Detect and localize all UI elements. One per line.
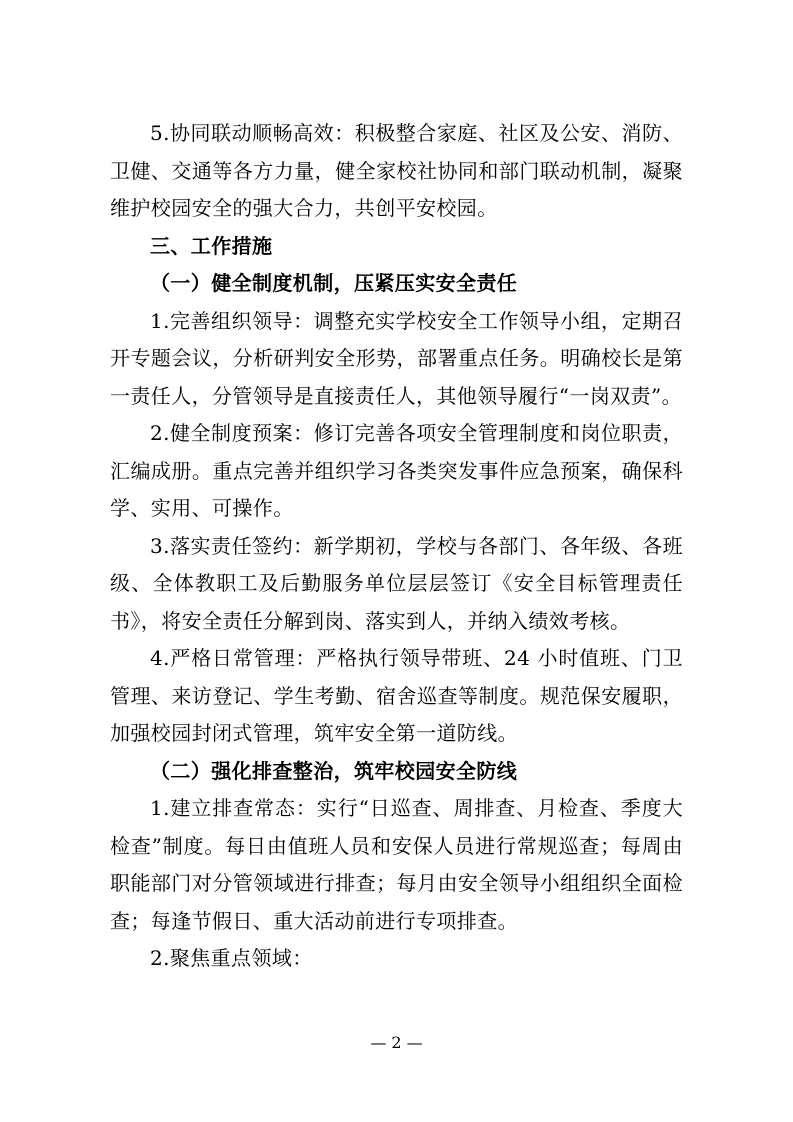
paragraph-system-plans: 2.健全制度预案：修订完善各项安全管理制度和岗位职责，汇编成册。重点完善并组织学习各类突发事件应急预案，确保科学、实用、可操作。 xyxy=(110,421,683,520)
paragraph-key-areas: 2.聚焦重点领域： xyxy=(150,946,313,970)
paragraph-collaboration: 5.协同联动顺畅高效：积极整合家庭、社区及公安、消防、卫健、交通等各方力量，健全家校社协同和部门联动机制，凝聚维护校园安全的强大合力，共创平安校园。 xyxy=(110,121,683,220)
subsection-heading-system-mechanism: （一）健全制度机制，压紧压实安全责任 xyxy=(150,271,518,295)
paragraph-inspection-routine: 1.建立排查常态：实行“日巡查、周排查、月检查、季度大检查”制度。每日由值班人员和安保人员进行常规巡查；每周由职能部门对分管领域进行排查；每月由安全领导小组组织全面检查；每逢节假日、重大活动前进行专项排查。 xyxy=(110,796,683,933)
page-number: — 2 — xyxy=(370,1033,423,1052)
paragraph-daily-management: 4.严格日常管理：严格执行领导带班、24 小时值班、门卫管理、来访登记、学生考勤、宿舍巡查等制度。规范保安履职，加强校园封闭式管理，筑牢安全第一道防线。 xyxy=(110,646,683,745)
subsection-heading-inspection: （二）强化排查整治，筑牢校园安全防线 xyxy=(150,758,518,783)
document-body xyxy=(110,115,683,978)
section-heading-work-measures: 三、工作措施 xyxy=(150,233,273,258)
paragraph-organization-leadership: 1.完善组织领导：调整充实学校安全工作领导小组，定期召开专题会议，分析研判安全形势，部署重点任务。明确校长是第一责任人，分管领导是直接责任人，其他领导履行“一岗双责”。 xyxy=(110,308,683,408)
paragraph-responsibility-signing: 3.落实责任签约：新学期初，学校与各部门、各年级、各班级、全体教职工及后勤服务单位层层签订《安全目标管理责任书》，将安全责任分解到岗、落实到人，并纳入绩效考核。 xyxy=(110,533,683,633)
